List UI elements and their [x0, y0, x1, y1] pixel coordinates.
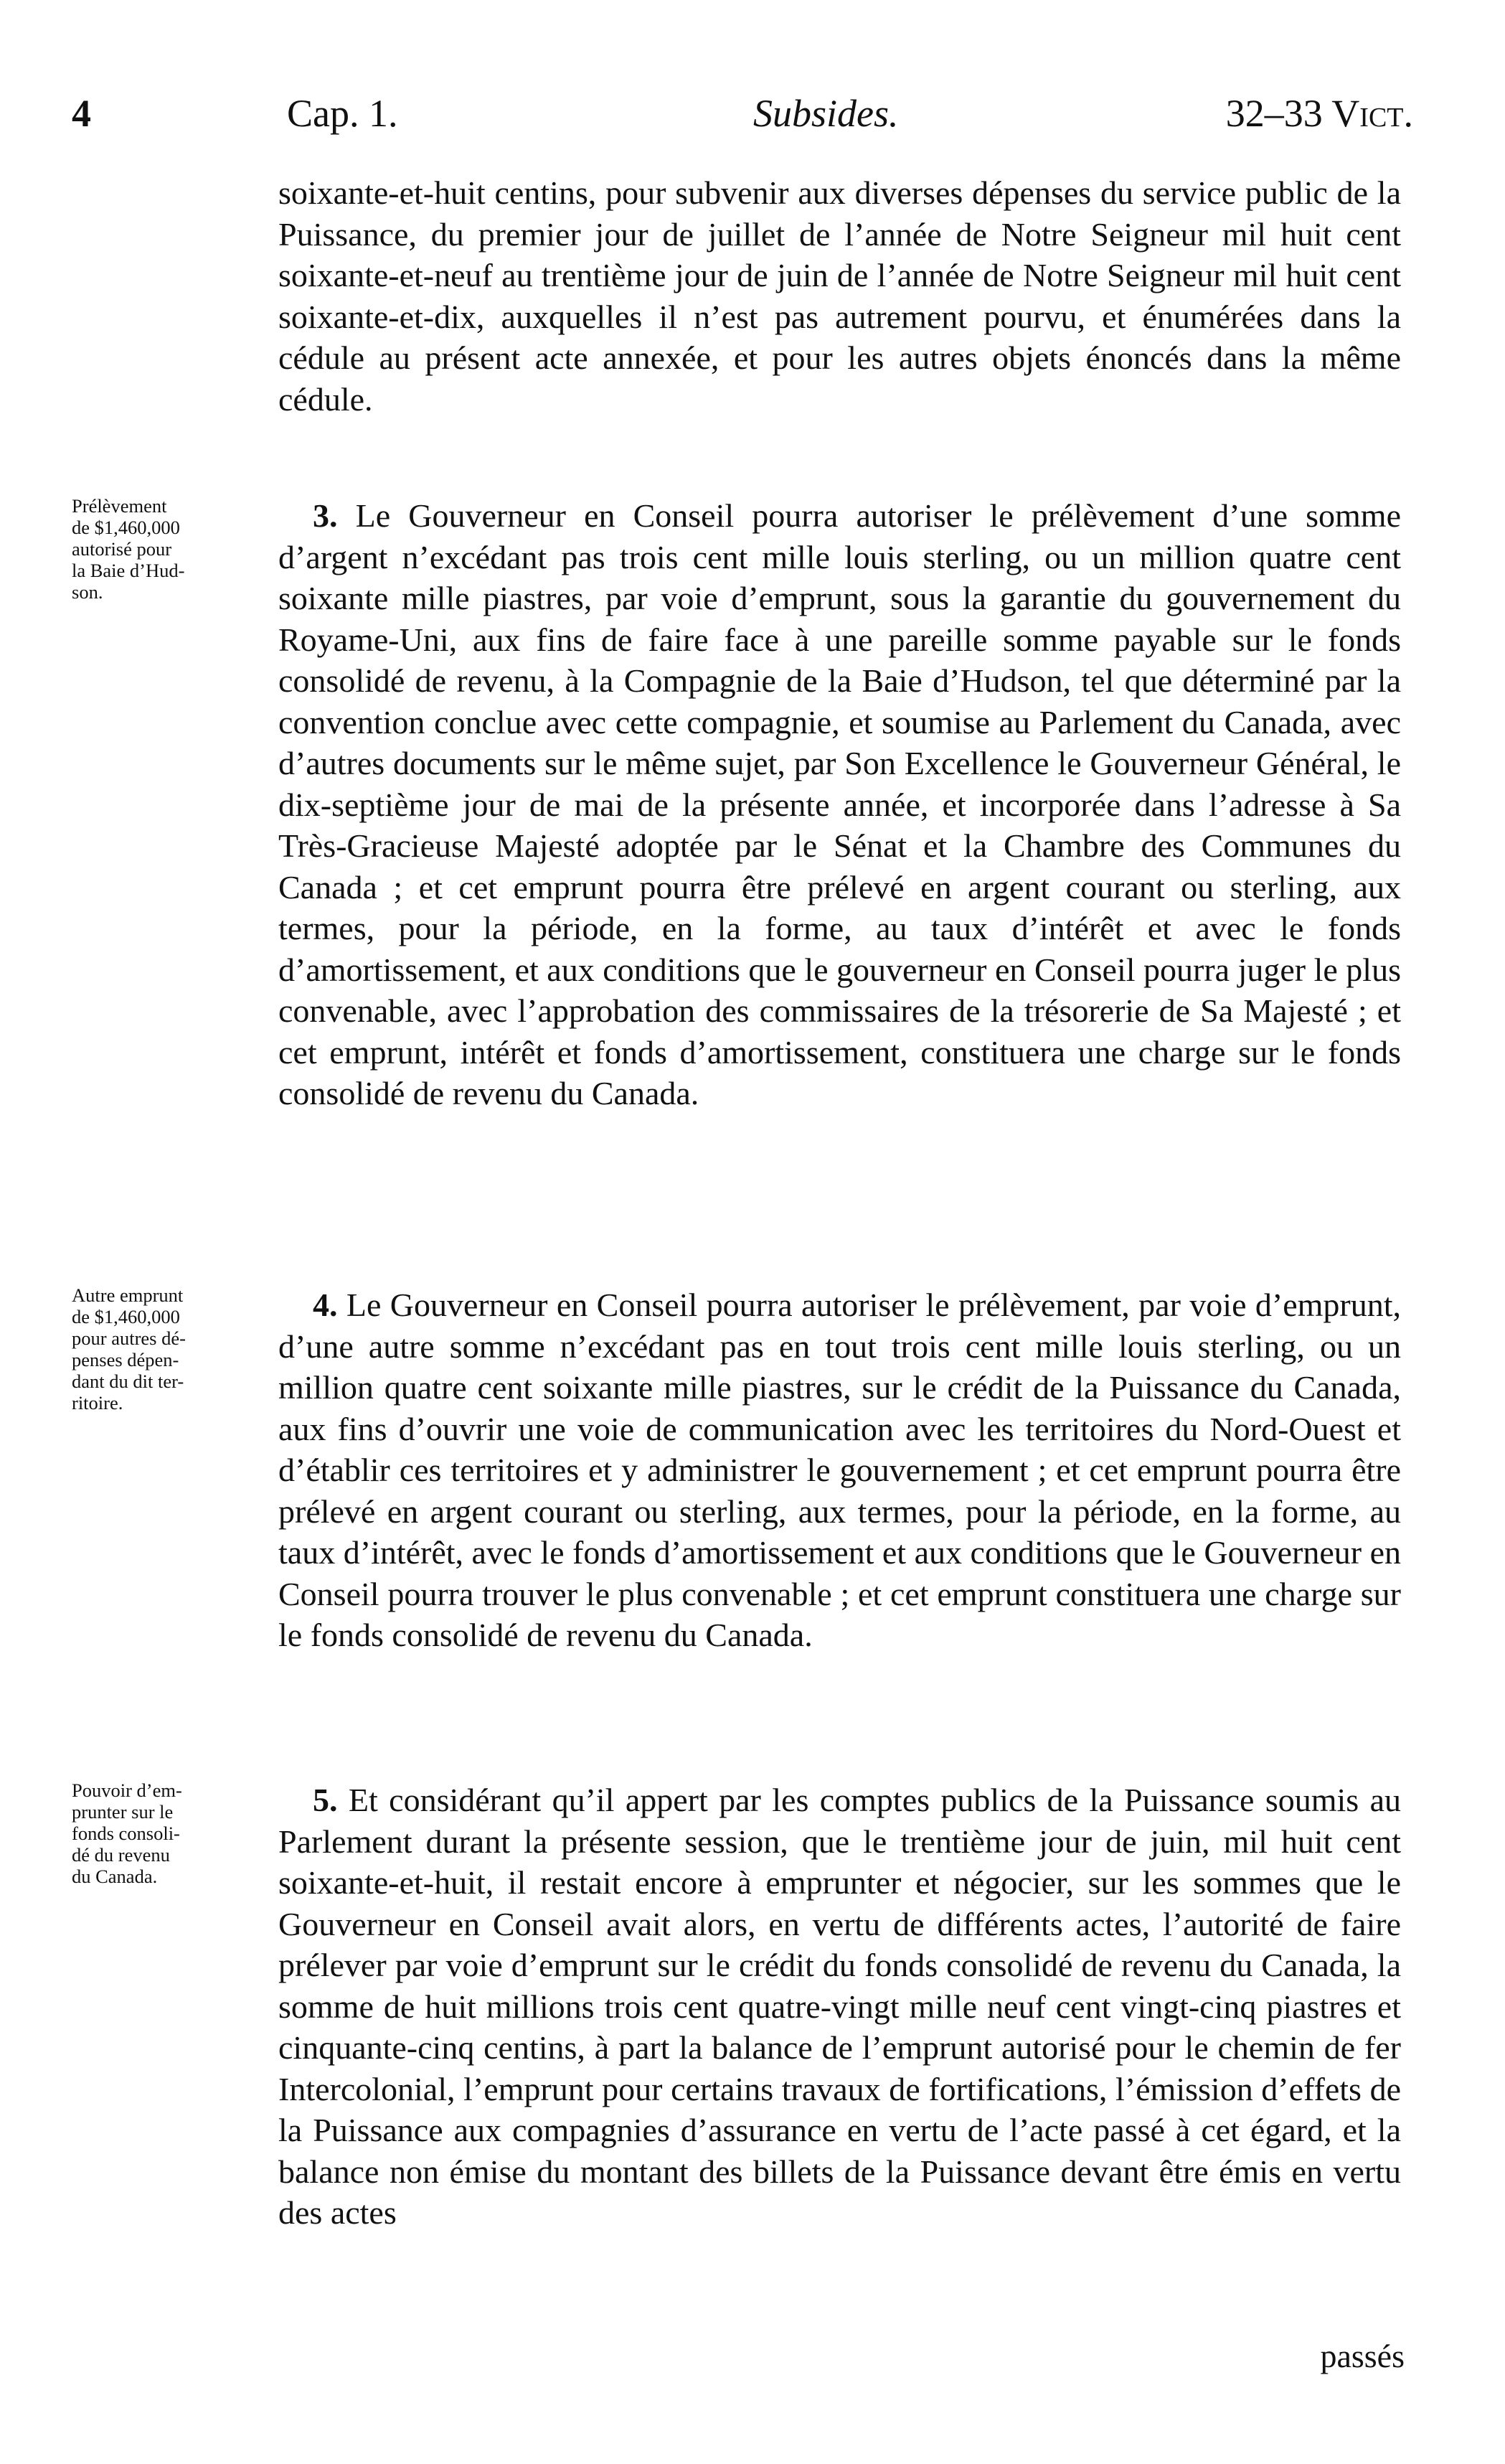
section-text: Le Gouverneur en Conseil pourra autoriser le prélèvement, par voie d’emprunt, d’une autre somme n’excédant pas en tout trois cent mille louis sterling, ou un million quatre cent soixante mille piastres, sur le crédit de la Puissance du Canada, aux fins d’ouvrir une voie de communication avec les territoires du Nord-Ouest et d’établir ces territoires et y administrer le gouvernement ; et cet emprunt pourra être prélevé en argent courant ou sterling, aux termes, pour la période, en la forme, au taux d’intérêt, avec le fonds d’amortissement et aux conditions que le Gouverneur en Conseil pourra trouver le plus convenable ; et cet emprunt constituera une charge sur le fonds consolidé de revenu du Canada. — [278, 1287, 1401, 1653]
section-5 — [278, 1779, 1401, 2234]
section-4 — [278, 1284, 1401, 1656]
continuation-paragraph: soixante-et-huit centins, pour subvenir aux diverses dépenses du service public de la Puissance, du premier jour de juillet de l’année de Notre Seigneur mil huit cent soixante-et-neuf au trentième jour de juin de l’année de Notre Seigneur mil huit cent soixante-et-dix, auxquelles il n’est pas autrement pourvu, et énumérées dans la cédule au présent acte annexée, et pour les autres objets énoncés dans la même cédule. — [278, 174, 1401, 418]
section-number: 4. — [313, 1287, 338, 1323]
section-number: 5. — [313, 1782, 338, 1818]
catchword: passés — [1320, 2338, 1405, 2374]
running-title: Subsides. — [753, 92, 899, 135]
section-4-paragraph — [278, 1284, 1401, 1656]
section-3-paragraph — [278, 495, 1401, 1114]
section-number: 3. — [313, 497, 338, 534]
section-text: Le Gouverneur en Conseil pourra autoriser le prélèvement d’une somme d’argent n’excédant pas trois cent mille louis sterling, ou un million quatre cent soixante mille piastres, par voie d’emprunt, sous la garantie du gouvernement du Royame-Uni, aux fins de faire face à une pareille somme payable sur le fonds consolidé de revenu, à la Compagnie de la Baie d’Hudson, tel que déterminé par la convention conclue avec cette compagnie, et soumise au Parlement du Canada, avec d’autres documents sur le même sujet, par Son Excellence le Gouverneur Général, le dix-septième jour de mai de la présente année, et incorporée dans l’adresse à Sa Très-Gracieuse Majesté adoptée par le Sénat et la Chambre des Communes du Canada ; et cet emprunt pourra être prélevé en argent courant ou sterling, aux termes, pour la période, en la forme, au taux d’intérêt et avec le fonds d’amortissement, et aux conditions que le gouverneur en Conseil pourra juger le plus convenable, avec l’approbation des commissaires de la trésorerie de Sa Majesté ; et cet emprunt, intérêt et fonds d’amortissement, constituera une charge sur le fonds consolidé de revenu du Canada. — [278, 497, 1402, 1111]
continuation-block — [278, 172, 1401, 420]
section-text: Et considérant qu’il appert par les comptes publics de la Puissance soumis au Parlement durant la présente session, que le trentième jour de juin, mil huit cent soixante-et-huit, il restait encore à emprunter et négocier, sur les sommes que le Gouverneur en Conseil avait alors, en vertu de différents actes, l’autorité de faire prélever par voie d’emprunt sur le crédit du fonds consolidé de revenu du Canada, la somme de huit millions trois cent quatre-vingt mille neuf cent vingt-cinq piastres et cinquante-cinq centins, à part la balance de l’emprunt autorisé pour le chemin de fer Intercolonial, l’emprunt pour certains travaux de fortifications, l’émission d’effets de la Puissance aux compagnies d’assurance en vertu de l’acte passé à cet égard, et la balance non émise du montant des billets de la Puissance devant être émis en vertu des actes — [278, 1782, 1402, 2231]
margin-note-section-4: Autre emprunt de $1,460,000 pour autres dé- penses dépen- dant du dit ter- ritoire. — [72, 1284, 186, 1414]
chapter-label: Cap. 1. — [287, 92, 398, 135]
page-number: 4 — [72, 92, 91, 135]
running-header — [72, 85, 1413, 142]
section-3 — [278, 495, 1401, 1114]
margin-note-section-5: Pouvoir d’em- prunter sur le fonds consoli- dé du revenu du Canada. — [72, 1779, 182, 1887]
margin-note-section-3: Prélèvement de $1,460,000 autorisé pour la Baie d’Hud- son. — [72, 495, 185, 603]
section-5-paragraph — [278, 1779, 1401, 2234]
regnal-year: 32–33 Vict. — [1225, 92, 1413, 135]
